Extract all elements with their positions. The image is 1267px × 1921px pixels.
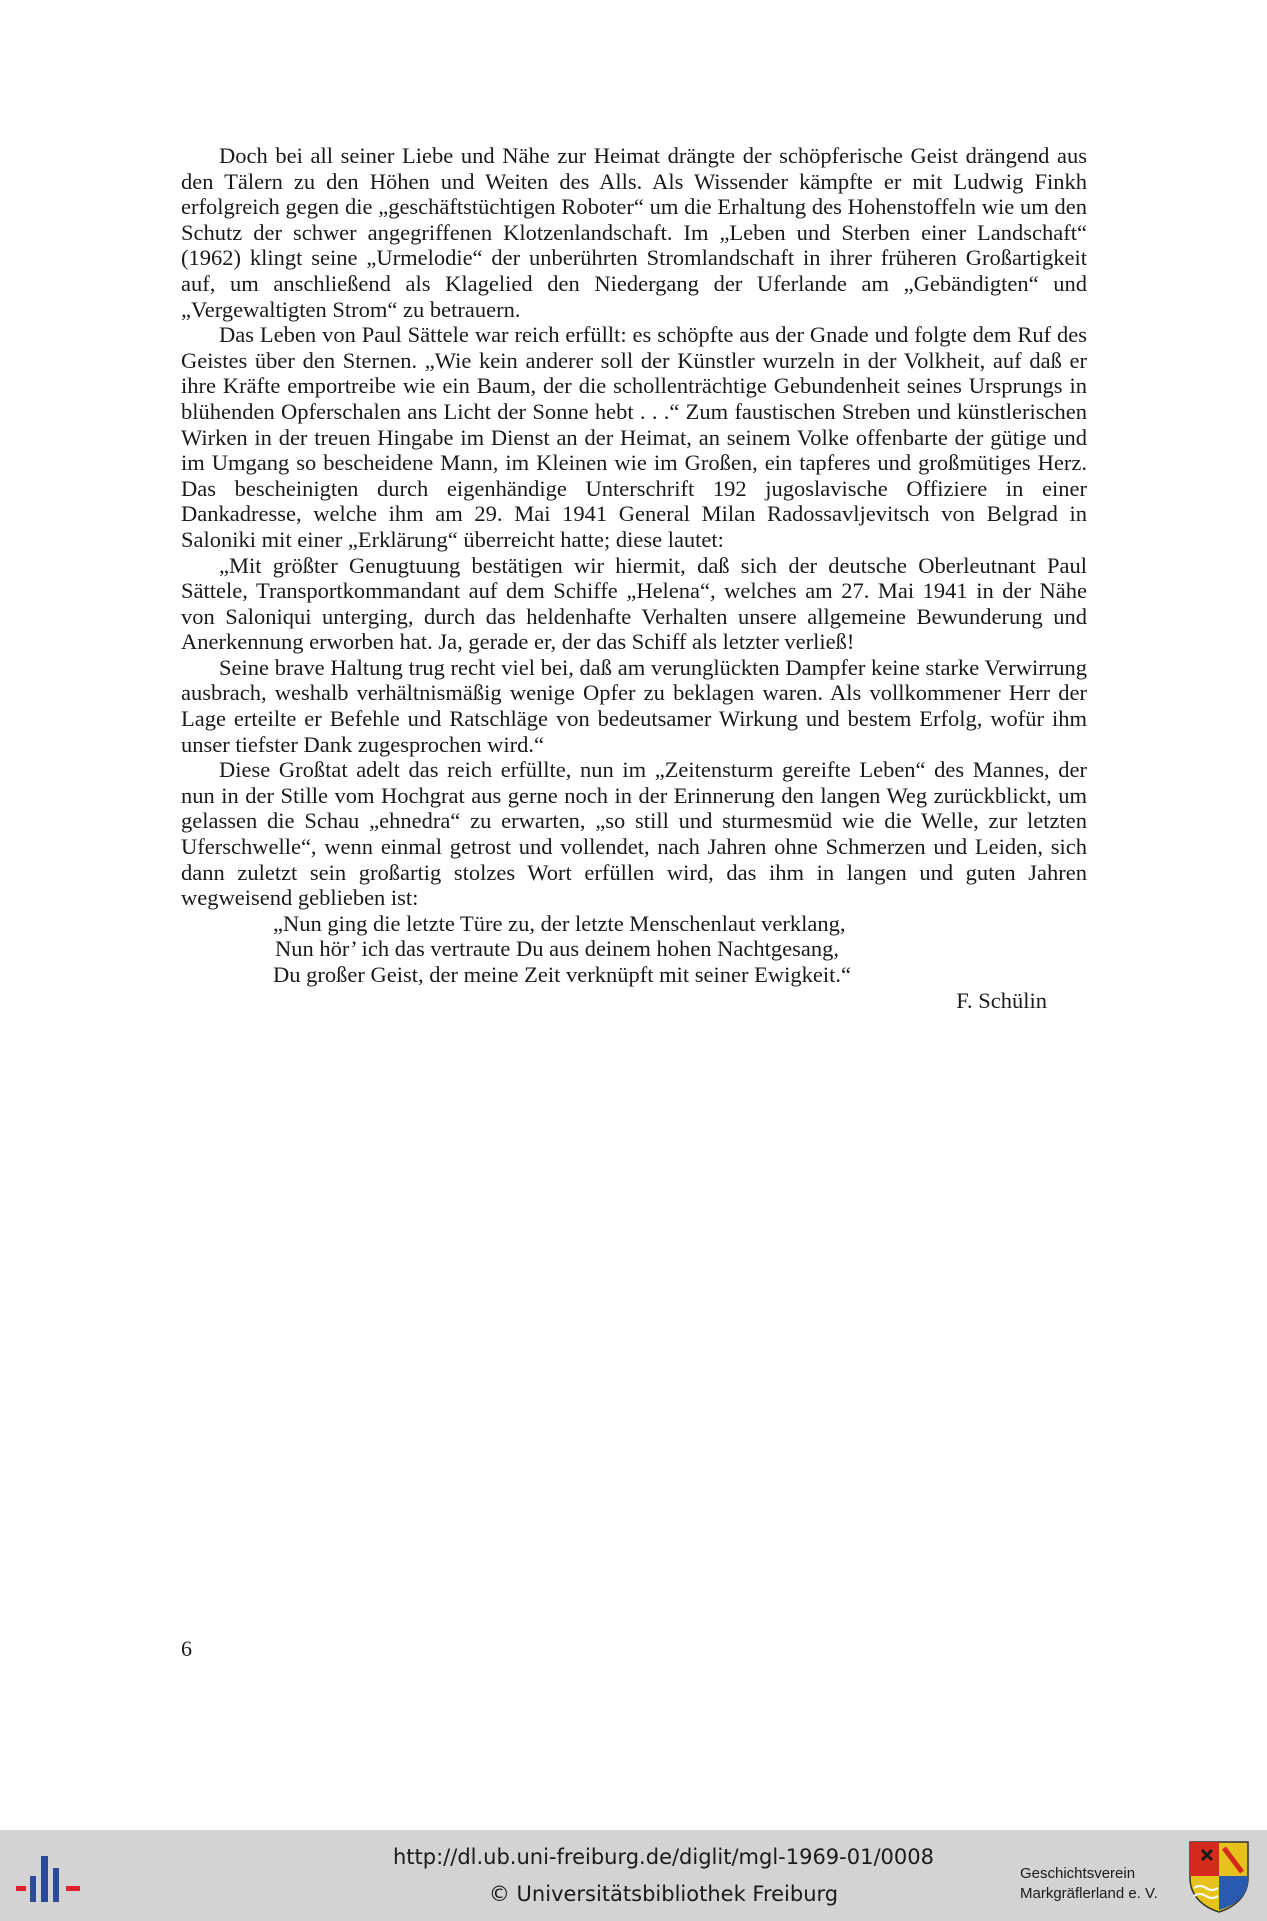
author-signature: F. Schülin bbox=[956, 987, 1047, 1013]
page-number: 6 bbox=[181, 1636, 192, 1661]
quoted-declaration-continued: Seine brave Haltung trug recht viel bei, daß am verunglückten Dampfer keine starke Verwirrung ausbrach, weshalb verhältnismäßig wenige Opfer zu beklagen waren. Als vollkommener Herr der Lage erteilte er Befehle und Ratschläge von bedeutsamer Wirkung und bestem Erfolg, wofür ihm unser tiefster Dank zugesprochen wird.“ bbox=[181, 654, 1087, 757]
coat-of-arms-icon[interactable] bbox=[1188, 1838, 1250, 1914]
society-name-line: Geschichtsverein bbox=[1020, 1865, 1136, 1882]
paragraph: Doch bei all seiner Liebe und Nähe zur Heimat drängte der schöpferische Geist drängend aus den Tälern zu den Höhen und Weiten des Alls. Als Wissender kämpfte er mit Ludwig Finkh erfolgreich gegen die „geschäftstüchtigen Roboter“ um die Erhaltung des Hohenstoffeln wie um den Schutz der schwer angegriffenen Klotzenlandschaft. Im „Leben und Sterben einer Landschaft“ (1962) klingt seine „Urmelodie“ der unberührten Stromlandschaft in ihrer früheren Großartigkeit auf, um anschließend als Klagelied den Niedergang der Uferlande am „Gebändigten“ und „Vergewaltigten Strom“ zu betrauern. bbox=[181, 143, 1087, 322]
document-body bbox=[181, 143, 1087, 1013]
poem-line: „Nun ging die letzte Türe zu, der letzte Menschenlaut verklang, bbox=[273, 910, 846, 936]
permalink-url[interactable]: http://dl.ub.uni-freiburg.de/diglit/mgl-1969-01/0008 bbox=[392, 1845, 934, 1869]
paragraph: Diese Großtat adelt das reich erfüllte, nun im „Zeitensturm gereifte Leben“ des Mannes, der nun in der Stille vom Hochgrat aus gerne noch in der Erinnerung den langen Weg zurückblickt, um gelassen die Schau „ehnedra“ zu erwarten, „so still und sturmesmüd wie die Welle, zur letzten Uferschwelle“, wenn einmal getrost und vollendet, nach Jahren ohne Schmerzen und Leiden, sich dann zuletzt sein großartig stolzes Wort erfüllen wird, das ihm in langen und guten Jahren wegweisend geblieben ist: bbox=[181, 757, 1087, 911]
paragraph: Das Leben von Paul Sättele war reich erfüllt: es schöpfte aus der Gnade und folgte dem Ruf des Geistes über den Sternen. „Wie kein anderer soll der Künstler wurzeln in der Volkheit, auf daß er ihre Kräfte emportreibe wie ein Baum, der die schollenträchtige Gebundenheit seines Ursprungs in blühenden Opferschalen ans Licht der Sonne hebt . . .“ Zum faustischen Streben und künstlerischen Wirken in der treuen Hingabe im Dienst an der Heimat, an seinem Volke offenbarte der gütige und im Umgang so bescheidene Mann, im Kleinen wie im Großen, ein tapferes und großmütiges Herz. Das bescheinigten durch eigenhändige Unterschrift 192 jugoslavische Offiziere in einer Dankadresse, welche ihm am 29. Mai 1941 General Milan Radossavljevitsch von Belgrad in Saloniki mit einer „Erklärung“ überreicht hatte; diese lautet: bbox=[181, 322, 1087, 552]
society-name-line: Markgräflerland e. V. bbox=[1020, 1885, 1158, 1902]
poem-quote bbox=[273, 911, 1087, 988]
society-name bbox=[1020, 1864, 1158, 1904]
poem-line: Du großer Geist, der meine Zeit verknüpft mit seiner Ewigkeit.“ bbox=[273, 962, 851, 987]
footer-bar bbox=[0, 1830, 1267, 1921]
copyright-notice: © Universitätsbibliothek Freiburg bbox=[488, 1882, 839, 1906]
poem-line: Nun hör’ ich das vertraute Du aus deinem hohen Nachtgesang, bbox=[275, 936, 839, 962]
quoted-declaration: „Mit größter Genugtuung bestätigen wir hiermit, daß sich der deutsche Oberleutnant Paul Sättele, Transportkommandant auf dem Schiffe „Helena“, welches am 27. Mai 1941 in der Nähe von Saloniqui unterging, durch das heldenhafte Verhalten unsere allgemeine Bewunderung und Anerkennung erworben hat. Ja, gerade er, der das Schiff als letzter verließ! bbox=[181, 552, 1087, 655]
